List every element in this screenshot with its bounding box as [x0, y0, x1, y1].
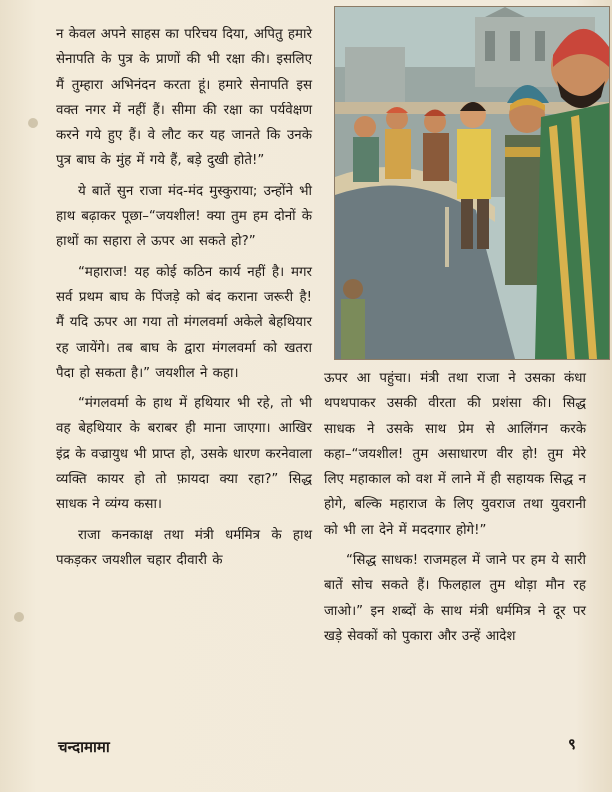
page-number: ९ [568, 735, 576, 753]
paragraph: ऊपर आ पहुंचा। मंत्री तथा राजा ने उसका कंधा थपथपाकर उसकी वीरता की प्रशंसा की। सिद्ध साधक ने उसके साथ प्रेम से आलिंगन करके कहा–“जयशील! तुम असाधारण वीर हो! तुम मेरे लिए महाकाल को वश में लाने में ही सहायक सिद्ध न होगे, बल्कि महाराज के लिए युवराज तथा युवरानी को भी ला देने में मददगार होगे!” [324, 371, 586, 538]
paragraph: “सिद्ध साधक! राजमहल में जाने पर हम ये सारी बातें सोच सकते हैं। फिलहाल तुम थोड़ा मौन रह जाओ।” इन शब्दों के साथ मंत्री धर्ममित्र ने दूर पर खड़े सेवकों को पुकारा और उन्हें आदेश [324, 553, 586, 644]
magazine-title: चन्दामामा [58, 738, 110, 756]
paragraph: न केवल अपने साहस का परिचय दिया, अपितु हमारे सेनापति के पुत्र के प्राणों की भी रक्षा की। इसलिए मैं तुम्हारा अभिनंदन करता हूं। हमारे सेनापति इस वक्त नगर में नहीं हैं। सीमा की रक्षा का पर्यवेक्षण करने गये हुए हैं। वे लौट कर यह जानते कि उनके पुत्र बाघ के मुंह में गये हैं, बड़े दुखी होते!” [56, 27, 312, 169]
paragraph: “मंगलवर्मा के हाथ में हथियार भी रहे, तो भी वह बेहथियार के बराबर ही माना जाएगा। आखिर इंद्र के वज्रायुध भी प्राप्त हो, उसके धारण करनेवाला व्यक्ति कायर हो तो फ़ायदा क्या रहा?” सिद्ध साधक ने व्यंग्य कसा। [56, 396, 312, 513]
paragraph: ये बातें सुन राजा मंद-मंद मुस्कुराया; उन्होंने भी हाथ बढ़ाकर पूछा–“जयशील! क्या तुम हम दोनों के हाथों का सहारा ले ऊपर आ सकते हो?” [56, 183, 312, 250]
paragraph: राजा कनकाक्ष तथा मंत्री धर्ममित्र के हाथ पकड़कर जयशील चहार दीवारी के [56, 527, 312, 568]
paragraph: “महाराज! यह कोई कठिन कार्य नहीं है। मगर सर्व प्रथम बाघ के पिंजड़े को बंद कराना जरूरी है! मैं यदि ऊपर आ गया तो मंगलवर्मा अकेले बेहथियार रह जायेंगे। तब बाघ के द्वारा मंगलवर्मा को खतरा पैदा हो सकता है।” जयशील ने कहा। [56, 264, 312, 381]
story-illustration [334, 6, 610, 360]
left-text-column [56, 22, 312, 578]
right-text-column [324, 366, 586, 654]
binding-hole [28, 118, 38, 128]
binding-hole [14, 612, 24, 622]
